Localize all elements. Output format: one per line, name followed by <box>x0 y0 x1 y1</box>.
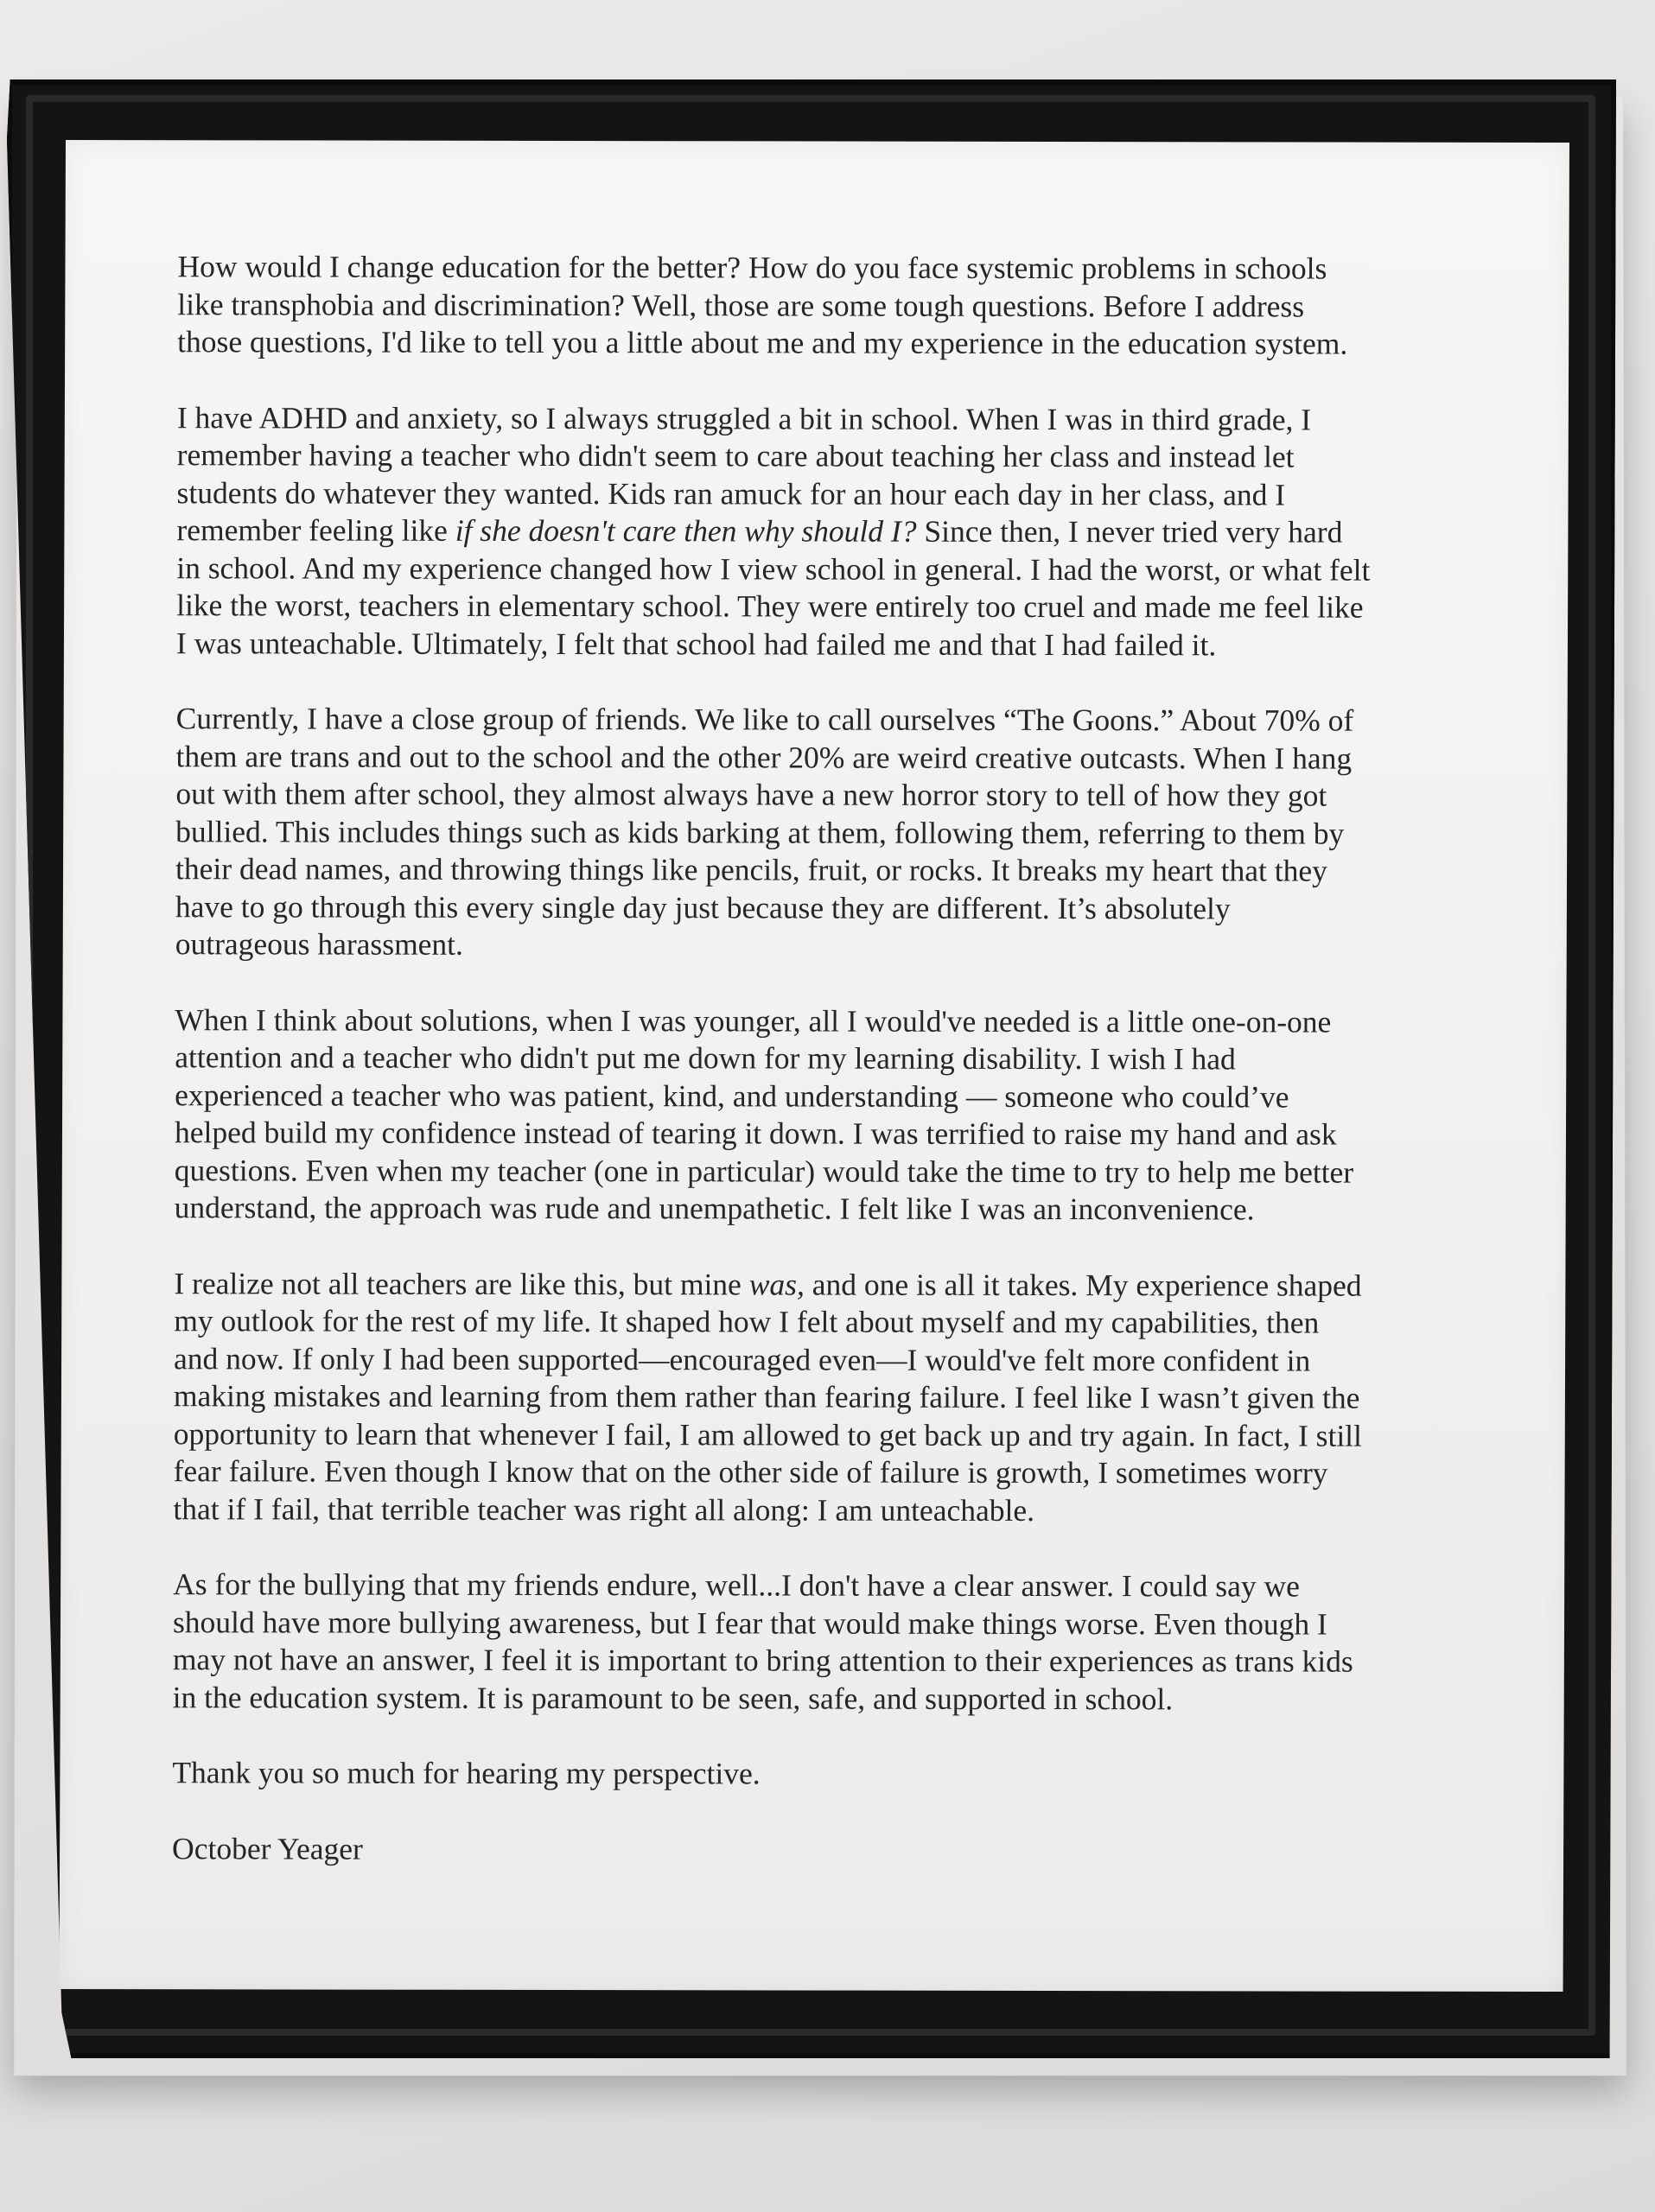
letter-line: remember having a teacher who didn't seem to care about teaching her class and instead let <box>176 437 1295 474</box>
letter-paragraph-6 <box>173 1566 1505 1719</box>
letter-text: Since then, I never tried very hard <box>916 513 1343 550</box>
letter-line: questions. Even when my teacher (one in particular) would take the time to try to help me better <box>174 1152 1354 1190</box>
letter-line-mixed <box>174 1265 1505 1305</box>
letter-line: As for the bullying that my friends endure, well...I don't have a clear answer. I could say we <box>173 1567 1300 1604</box>
letter-line: outrageous harassment. <box>175 926 464 962</box>
italic-word: was, <box>748 1266 805 1302</box>
letter-line: in school. And my experience changed how I view school in general. I had the worst, or what felt <box>176 550 1371 588</box>
letter-line: How would I change education for the better? How do you face systemic problems in schools <box>177 249 1327 286</box>
letter-line: helped build my confidence instead of tearing it down. I was terrified to raise my hand and ask <box>174 1115 1337 1152</box>
letter-paragraph-3 <box>175 700 1507 965</box>
letter-line: those questions, I'd like to tell you a little about me and my experience in the education system. <box>177 324 1348 361</box>
italic-phrase: if she doesn't care then why should I? <box>455 512 917 549</box>
letter-line: and now. If only I had been supported—encouraged even—I would've felt more confident in <box>174 1340 1311 1378</box>
letter-paragraph-2 <box>176 399 1508 664</box>
letter-paragraph-4 <box>175 1001 1506 1230</box>
letter-line-mixed <box>176 512 1507 551</box>
letter-paragraph-1 <box>177 248 1508 363</box>
letter-line: making mistakes and learning from them rather than fearing failure. I feel like I wasn’t given the <box>173 1378 1360 1415</box>
letter-text: remember feeling like <box>176 512 455 548</box>
letter-line: bullied. This includes things such as kids barking at them, following them, referring to them by <box>175 813 1345 851</box>
letter-line: When I think about solutions, when I was younger, all I would've needed is a little one-on-one <box>175 1001 1332 1039</box>
letter-line: Currently, I have a close group of friends. We like to call ourselves “The Goons.” About 70% of <box>175 701 1354 738</box>
letter-text: I realize not all teachers are like this, but mine <box>174 1265 749 1301</box>
letter-body <box>172 248 1509 1870</box>
letter-line: like transphobia and discrimination? Well, those are some tough questions. Before I address <box>177 286 1305 324</box>
letter-line: my outlook for the rest of my life. It shaped how I felt about myself and my capabilities, then <box>174 1303 1320 1340</box>
framed-letter-paper <box>60 140 1569 1992</box>
letter-paragraph-5 <box>173 1265 1505 1530</box>
letter-line: have to go through this every single day just because they are different. It’s absolutely <box>175 888 1231 925</box>
letter-line: that if I fail, that terrible teacher was right all along: I am unteachable. <box>173 1491 1035 1528</box>
letter-line: students do whatever they wanted. Kids ran amuck for an hour each day in her class, and I <box>176 474 1286 512</box>
letter-text: and one is all it takes. My experience shaped <box>804 1267 1362 1303</box>
letter-line: I have ADHD and anxiety, so I always struggled a bit in school. When I was in third grade, I <box>176 399 1312 437</box>
letter-closing: Thank you so much for hearing my perspective. <box>172 1755 761 1791</box>
letter-line: understand, the approach was rude and unempathetic. I felt like I was an inconvenience. <box>174 1190 1255 1227</box>
letter-line: I was unteachable. Ultimately, I felt that school had failed me and that I had failed it. <box>175 625 1217 662</box>
letter-line: their dead names, and throwing things like pencils, fruit, or rocks. It breaks my heart that they <box>175 851 1327 888</box>
letter-signature: October Yeager <box>172 1830 363 1866</box>
letter-line: fear failure. Even though I know that on the other side of failure is growth, I sometimes worry <box>173 1453 1328 1491</box>
letter-line: them are trans and out to the school and the other 20% are weird creative outcasts. When I hang <box>175 738 1353 776</box>
letter-line: in the education system. It is paramount to be seen, safe, and supported in school. <box>172 1679 1174 1716</box>
letter-line: should have more bullying awareness, but I fear that would make things worse. Even though I <box>172 1604 1327 1642</box>
letter-line: opportunity to learn that whenever I fail, I am allowed to get back up and try again. In fact, I still <box>173 1415 1363 1453</box>
letter-line: like the worst, teachers in elementary school. They were entirely too cruel and made me feel like <box>176 588 1364 625</box>
letter-line: attention and a teacher who didn't put me down for my learning disability. I wish I had <box>175 1039 1236 1077</box>
letter-line: out with them after school, they almost always have a new horror story to tell of how they got <box>175 776 1327 813</box>
letter-line: experienced a teacher who was patient, kind, and understanding — someone who could’ve <box>175 1077 1289 1114</box>
letter-line: may not have an answer, I feel it is important to bring attention to their experiences as trans kids <box>172 1642 1353 1679</box>
